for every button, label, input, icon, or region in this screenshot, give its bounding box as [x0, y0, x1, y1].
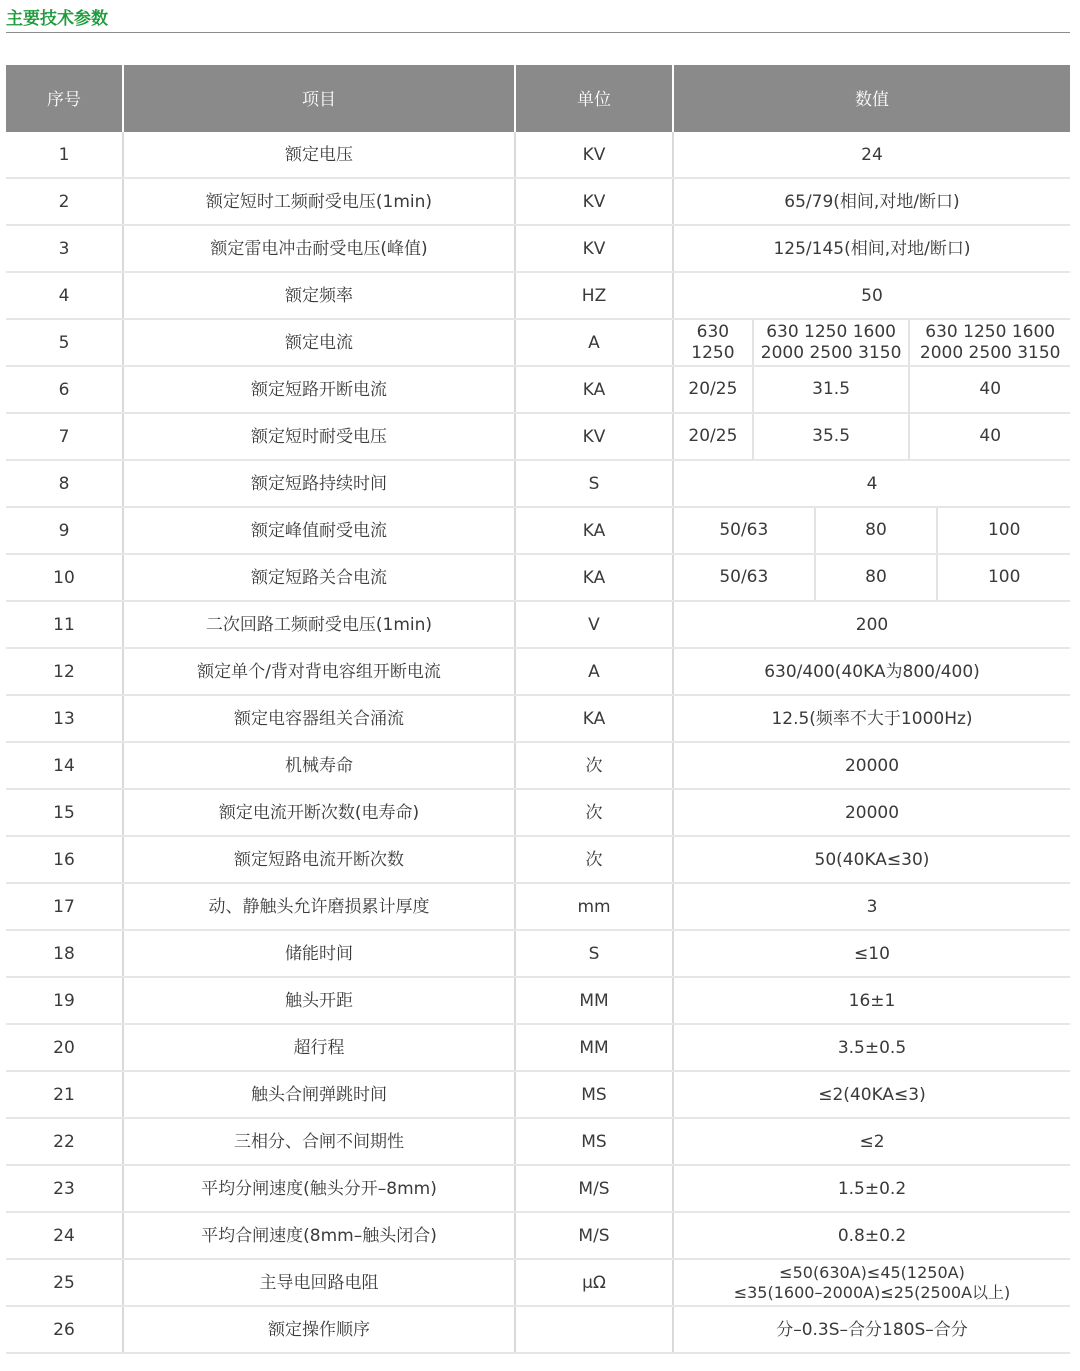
row-no: 3	[6, 225, 123, 272]
row-value: 16±1	[673, 977, 1070, 1024]
table-row	[6, 272, 1070, 319]
row-no: 23	[6, 1165, 123, 1212]
table-row	[6, 1306, 1070, 1353]
row-no: 4	[6, 272, 123, 319]
row-value: 50	[673, 272, 1070, 319]
row-value: 50(40KA≤30)	[673, 836, 1070, 883]
row-no: 26	[6, 1306, 123, 1353]
row-item: 主导电回路电阻	[123, 1259, 515, 1306]
row-unit: μΩ	[515, 1259, 673, 1306]
row-value: 分–0.3S–合分180S–合分	[673, 1306, 1070, 1353]
row-item: 二次回路工频耐受电压(1min)	[123, 601, 515, 648]
value-line: ≤50(630A)≤45(1250A)	[779, 1262, 965, 1282]
row-unit: KA	[515, 554, 673, 601]
row-value: 125/145(相间,对地/断口)	[673, 225, 1070, 272]
row-no: 8	[6, 460, 123, 507]
row-value: 65/79(相间,对地/断口)	[673, 178, 1070, 225]
row-value: 200	[673, 601, 1070, 648]
row-item: 额定短时耐受电压	[123, 413, 515, 460]
value-sub-cell: 20/25	[688, 426, 738, 446]
table-row	[6, 930, 1070, 977]
table-row	[6, 366, 1070, 413]
row-unit	[515, 1306, 673, 1353]
table-row	[6, 836, 1070, 883]
row-unit: KV	[515, 178, 673, 225]
value-sub-cell: 50/63	[719, 567, 769, 587]
row-item: 额定电容器组关合涌流	[123, 695, 515, 742]
value-sub-cell: 20/25	[688, 379, 738, 399]
row-item: 额定雷电冲击耐受电压(峰值)	[123, 225, 515, 272]
row-value: ≤10	[673, 930, 1070, 977]
row-item: 额定短路开断电流	[123, 366, 515, 413]
value-sub-cell: 40	[908, 367, 1070, 412]
row-unit: KV	[515, 131, 673, 178]
row-value: ≤2(40KA≤3)	[673, 1071, 1070, 1118]
table-row	[6, 883, 1070, 930]
row-unit: KA	[515, 695, 673, 742]
row-value: 20000	[673, 789, 1070, 836]
value-sub-cell: 80	[814, 508, 937, 553]
row-unit: A	[515, 319, 673, 366]
row-unit: MS	[515, 1071, 673, 1118]
row-no: 16	[6, 836, 123, 883]
row-item: 额定频率	[123, 272, 515, 319]
row-item: 动、静触头允许磨损累计厚度	[123, 883, 515, 930]
row-value: 12.5(频率不大于1000Hz)	[673, 695, 1070, 742]
table-row	[6, 460, 1070, 507]
row-item: 额定操作顺序	[123, 1306, 515, 1353]
row-unit: KV	[515, 413, 673, 460]
value-sub-cell: 630 1250 1600 2000 2500 3150	[908, 320, 1070, 365]
row-item: 额定短路持续时间	[123, 460, 515, 507]
value-sub-cell: 80	[814, 555, 937, 600]
row-unit: KA	[515, 366, 673, 413]
row-item: 触头合闸弹跳时间	[123, 1071, 515, 1118]
table-row	[6, 1165, 1070, 1212]
row-no: 14	[6, 742, 123, 789]
row-unit: M/S	[515, 1212, 673, 1259]
table-row	[6, 131, 1070, 178]
row-item: 平均合闸速度(8mm–触头闭合)	[123, 1212, 515, 1259]
row-item: 触头开距	[123, 977, 515, 1024]
row-no: 21	[6, 1071, 123, 1118]
header-unit: 单位	[515, 65, 673, 131]
value-sub-cell: 31.5	[752, 367, 909, 412]
row-item: 额定峰值耐受电流	[123, 507, 515, 554]
value-sub-cell: 35.5	[752, 414, 909, 459]
row-no: 15	[6, 789, 123, 836]
row-item: 平均分闸速度(触头分开–8mm)	[123, 1165, 515, 1212]
value-sub-cell: 100	[936, 555, 1070, 600]
title-divider	[6, 32, 1070, 33]
table-header-row	[6, 65, 1070, 131]
row-unit: M/S	[515, 1165, 673, 1212]
row-no: 10	[6, 554, 123, 601]
row-value: 0.8±0.2	[673, 1212, 1070, 1259]
value-sub-cell: 630 1250	[691, 321, 735, 363]
row-no: 20	[6, 1024, 123, 1071]
row-value: ≤2	[673, 1118, 1070, 1165]
row-item: 额定电流	[123, 319, 515, 366]
table-row	[6, 1071, 1070, 1118]
table-row	[6, 695, 1070, 742]
row-unit: S	[515, 460, 673, 507]
row-no: 12	[6, 648, 123, 695]
value-sub-cell: 40	[908, 414, 1070, 459]
row-no: 19	[6, 977, 123, 1024]
value-line: ≤35(1600–2000A)≤25(2500A以上)	[733, 1282, 1011, 1302]
row-no: 9	[6, 507, 123, 554]
row-no: 25	[6, 1259, 123, 1306]
table-row	[6, 977, 1070, 1024]
row-value: 3.5±0.5	[673, 1024, 1070, 1071]
row-item: 三相分、合闸不间期性	[123, 1118, 515, 1165]
row-unit: MM	[515, 1024, 673, 1071]
row-item: 额定电压	[123, 131, 515, 178]
row-value-split	[673, 507, 1070, 554]
row-item: 额定短时工频耐受电压(1min)	[123, 178, 515, 225]
row-unit: HZ	[515, 272, 673, 319]
row-value: 24	[673, 131, 1070, 178]
row-unit: MS	[515, 1118, 673, 1165]
row-unit: MM	[515, 977, 673, 1024]
table-row	[6, 225, 1070, 272]
table-row	[6, 1118, 1070, 1165]
row-no: 11	[6, 601, 123, 648]
page-title: 主要技术参数	[6, 9, 108, 29]
row-value-multiline	[673, 1259, 1070, 1306]
value-sub-cell: 100	[936, 508, 1070, 553]
row-item: 额定短路关合电流	[123, 554, 515, 601]
row-unit: 次	[515, 836, 673, 883]
row-value: 1.5±0.2	[673, 1165, 1070, 1212]
row-value-split	[673, 366, 1070, 413]
parameters-table	[6, 65, 1070, 1354]
table-row	[6, 601, 1070, 648]
row-no: 24	[6, 1212, 123, 1259]
row-no: 5	[6, 319, 123, 366]
row-item: 机械寿命	[123, 742, 515, 789]
table-row	[6, 554, 1070, 601]
row-no: 22	[6, 1118, 123, 1165]
table-row	[6, 742, 1070, 789]
row-no: 2	[6, 178, 123, 225]
header-value: 数值	[673, 65, 1070, 131]
row-item: 储能时间	[123, 930, 515, 977]
row-item: 超行程	[123, 1024, 515, 1071]
header-no: 序号	[6, 65, 123, 131]
row-item: 额定电流开断次数(电寿命)	[123, 789, 515, 836]
table-row	[6, 1212, 1070, 1259]
row-unit: V	[515, 601, 673, 648]
table-row	[6, 413, 1070, 460]
row-value-split	[673, 413, 1070, 460]
row-unit: A	[515, 648, 673, 695]
row-value: 4	[673, 460, 1070, 507]
table-row	[6, 319, 1070, 366]
value-sub-cell: 50/63	[719, 520, 769, 540]
row-value: 20000	[673, 742, 1070, 789]
row-no: 1	[6, 131, 123, 178]
row-no: 7	[6, 413, 123, 460]
table-row	[6, 178, 1070, 225]
table-row	[6, 1024, 1070, 1071]
table-row	[6, 507, 1070, 554]
table-row	[6, 1259, 1070, 1306]
row-no: 17	[6, 883, 123, 930]
row-unit: 次	[515, 789, 673, 836]
row-value-split	[673, 554, 1070, 601]
table-row	[6, 789, 1070, 836]
row-value: 630/400(40KA为800/400)	[673, 648, 1070, 695]
header-item: 项目	[123, 65, 515, 131]
row-item: 额定短路电流开断次数	[123, 836, 515, 883]
row-unit: mm	[515, 883, 673, 930]
row-item: 额定单个/背对背电容组开断电流	[123, 648, 515, 695]
row-value: 3	[673, 883, 1070, 930]
row-unit: KA	[515, 507, 673, 554]
table-row	[6, 648, 1070, 695]
row-no: 18	[6, 930, 123, 977]
row-unit: S	[515, 930, 673, 977]
row-unit: KV	[515, 225, 673, 272]
row-unit: 次	[515, 742, 673, 789]
row-value-split	[673, 319, 1070, 366]
row-no: 13	[6, 695, 123, 742]
row-no: 6	[6, 366, 123, 413]
value-sub-cell: 630 1250 1600 2000 2500 3150	[752, 320, 909, 365]
